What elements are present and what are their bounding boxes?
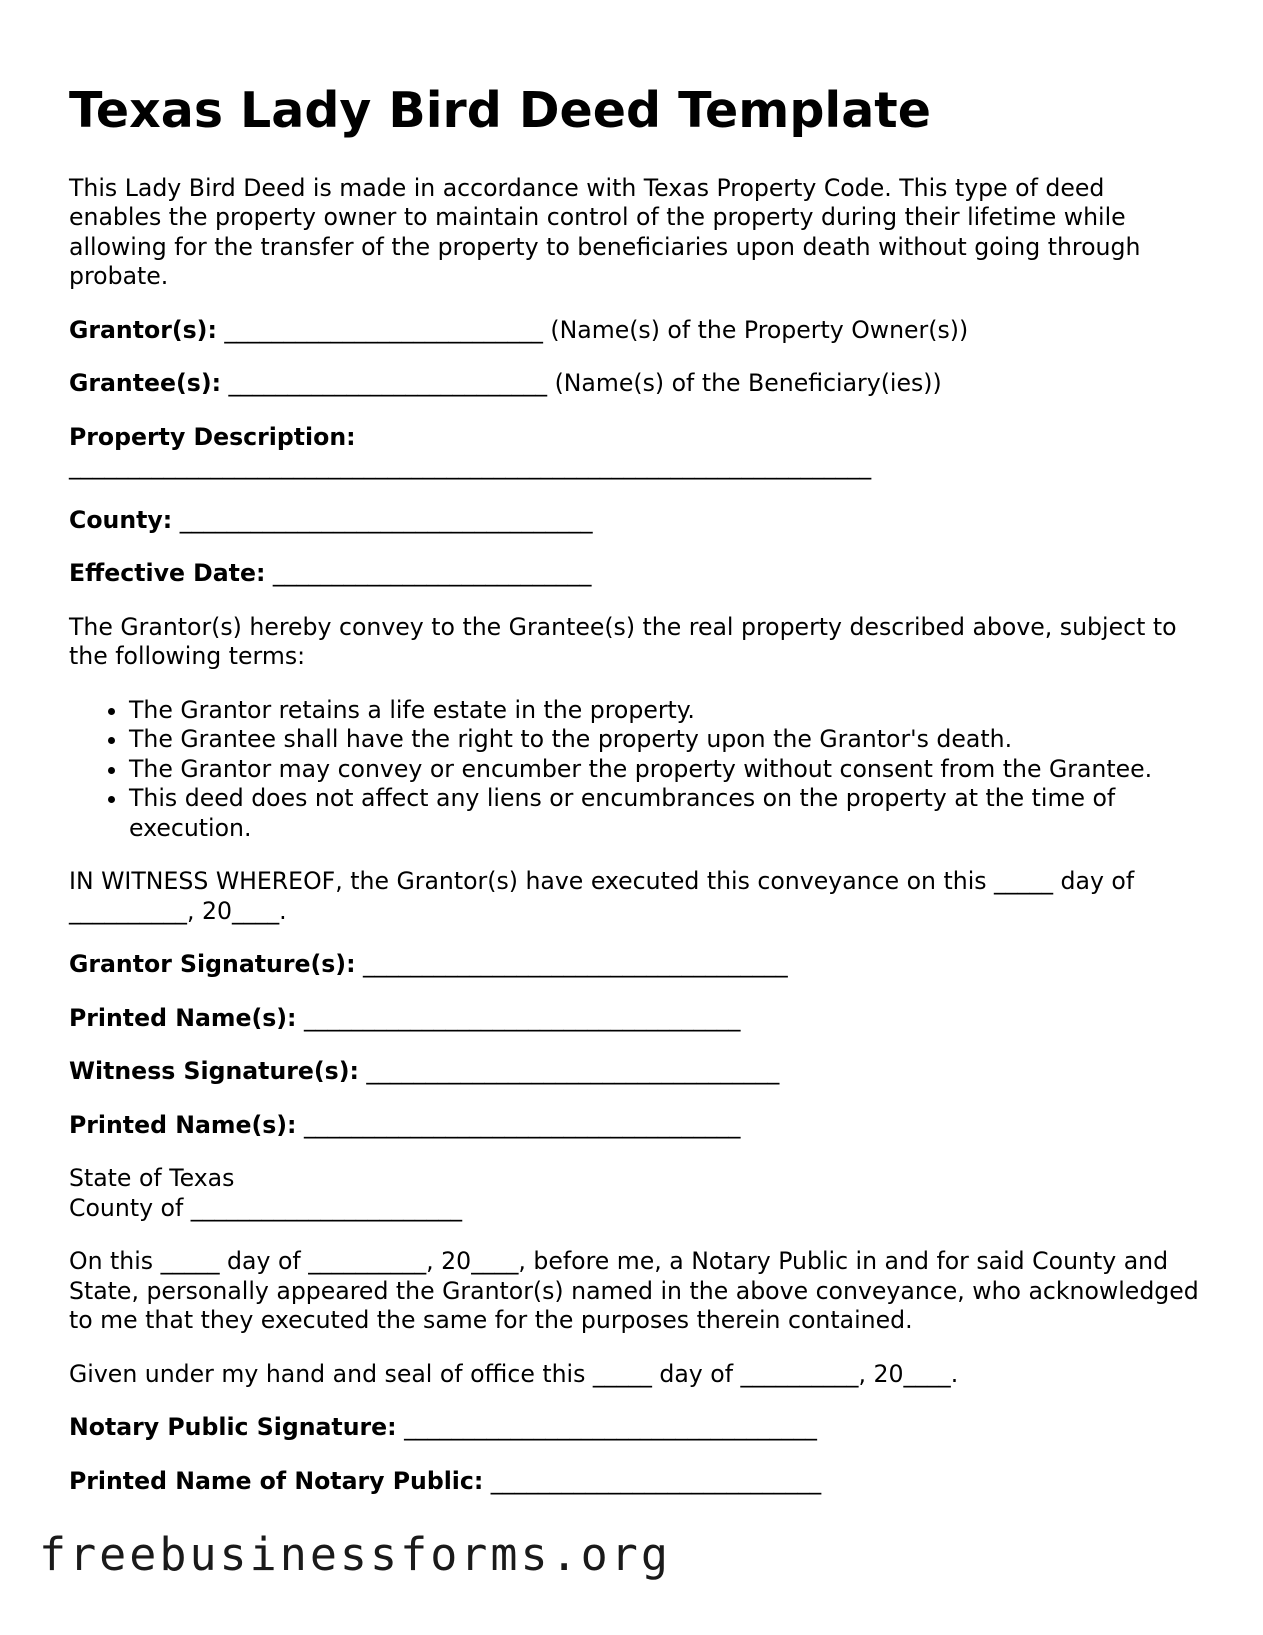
witness-signature-label: Witness Signature(s): — [69, 1057, 359, 1086]
grantor-printed-name-field — [69, 1004, 1199, 1034]
notary-signature-blank[interactable]: ___________________________________ — [396, 1413, 817, 1442]
document-title: Texas Lady Bird Deed Template — [69, 82, 931, 139]
witness-paragraph: IN WITNESS WHEREOF, the Grantor(s) have executed this conveyance on this _____ day of __________, 20____. — [69, 867, 1135, 925]
intro-paragraph: This Lady Bird Deed is made in accordance with Texas Property Code. This type of deed enables the property owner to maintain control of the property during their lifetime while allowing for the transfer of the property to beneficiaries upon death without going through probate. — [69, 173, 1141, 291]
grantor-field — [69, 316, 1199, 346]
grantor-signature-label: Grantor Signature(s): — [69, 950, 356, 979]
grantor-blank[interactable]: ___________________________ — [216, 315, 551, 344]
grantee-blank[interactable]: ___________________________ — [221, 369, 555, 398]
grantee-note: (Name(s) of the Beneficiary(ies)) — [554, 369, 942, 398]
effective-date-blank[interactable]: ___________________________ — [265, 559, 592, 588]
effective-date-field — [69, 559, 1199, 589]
grantor-printed-name-label: Printed Name(s): — [69, 1003, 297, 1032]
witness-printed-name-field — [69, 1111, 1199, 1141]
grantor-label: Grantor(s): — [69, 315, 217, 344]
list-item: • This deed does not affect any liens or encumbrances on the property at the time of execution. — [129, 784, 1199, 843]
grantee-field — [69, 369, 1199, 399]
county-of-line[interactable]: County of _______________________ — [69, 1193, 463, 1222]
county-label: County: — [69, 505, 173, 534]
property-description-field — [69, 423, 1199, 482]
notary-printed-name-label: Printed Name of Notary Public: — [69, 1466, 484, 1495]
property-description-blank[interactable]: ____________________________________________________________________ — [69, 452, 872, 481]
list-item: • The Grantor may convey or encumber the property without consent from the Grantee. — [129, 755, 1199, 785]
list-item: • The Grantor retains a life estate in the property. — [129, 696, 1199, 726]
notary-signature-label: Notary Public Signature: — [69, 1413, 397, 1442]
grantee-label: Grantee(s): — [69, 369, 222, 398]
county-blank[interactable]: ___________________________________ — [172, 505, 593, 534]
watermark-text: freebusinessforms.org — [39, 1528, 671, 1581]
county-field — [69, 506, 1199, 536]
terms-list — [69, 696, 1199, 844]
document-page — [69, 82, 1199, 1520]
list-item: • The Grantee shall have the right to the property upon the Grantor's death. — [129, 725, 1199, 755]
effective-date-label: Effective Date: — [69, 559, 266, 588]
state-line: State of Texas — [69, 1164, 235, 1193]
grantor-note: (Name(s) of the Property Owner(s)) — [550, 315, 969, 344]
witness-printed-name-blank[interactable]: _____________________________________ — [296, 1110, 741, 1139]
given-paragraph: Given under my hand and seal of office this _____ day of __________, 20____. — [69, 1359, 959, 1388]
notary-signature-field — [69, 1413, 1199, 1443]
witness-signature-field — [69, 1057, 1199, 1087]
property-description-label: Property Description: — [69, 422, 356, 451]
grantor-printed-name-blank[interactable]: _____________________________________ — [296, 1003, 741, 1032]
convey-paragraph: The Grantor(s) hereby convey to the Grantee(s) the real property described above, subject to the following terms: — [69, 612, 1177, 671]
notary-printed-name-blank[interactable]: ____________________________ — [483, 1466, 822, 1495]
venue-block — [69, 1164, 1199, 1223]
grantor-signature-field — [69, 950, 1199, 980]
notary-printed-name-field — [69, 1467, 1199, 1497]
grantor-signature-blank[interactable]: ____________________________________ — [355, 950, 788, 979]
witness-printed-name-label: Printed Name(s): — [69, 1110, 297, 1139]
notary-paragraph: On this _____ day of __________, 20____, before me, a Notary Public in and for said County and State, personally appeared the Grantor(s) named in the above conveyance, who acknowledged to me that they executed the same for the purposes therein contained. — [69, 1247, 1199, 1335]
witness-signature-blank[interactable]: ___________________________________ — [358, 1057, 780, 1086]
